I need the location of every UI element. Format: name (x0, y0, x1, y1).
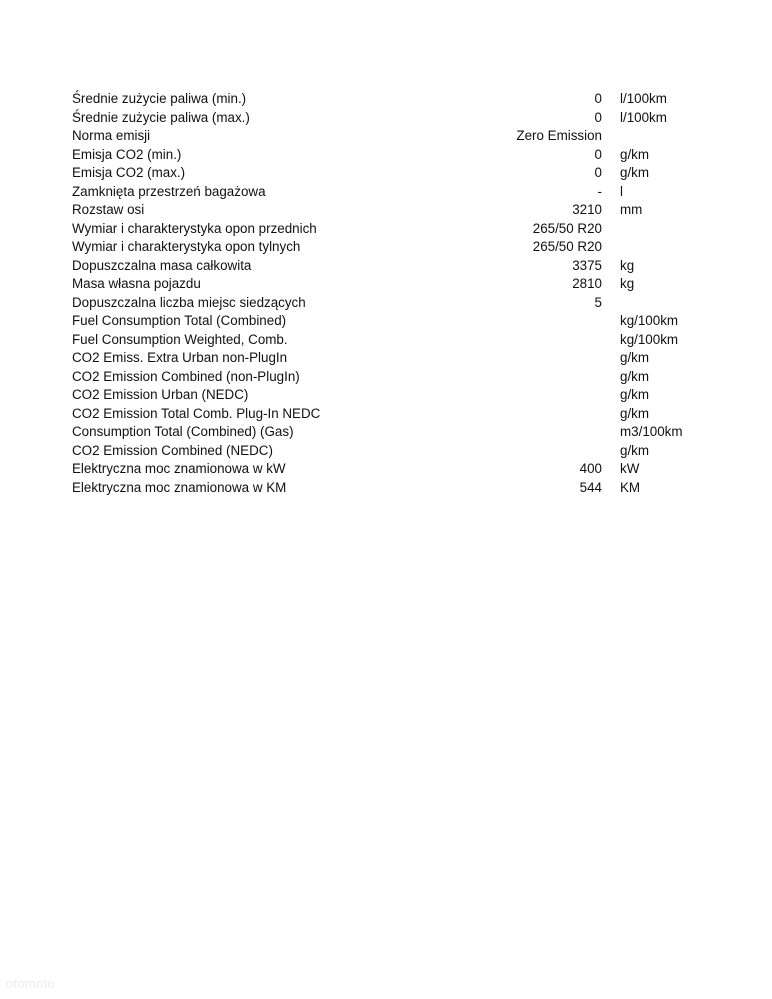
spec-label: CO2 Emission Total Comb. Plug-In NEDC (72, 405, 321, 421)
spec-row (72, 183, 712, 202)
spec-value: 0 (594, 109, 602, 125)
spec-unit: g/km (620, 368, 650, 384)
spec-label: Średnie zużycie paliwa (min.) (72, 91, 247, 106)
spec-row (72, 164, 712, 183)
spec-value: 3375 (572, 257, 602, 273)
spec-row (72, 275, 712, 294)
spec-unit: g/km (620, 405, 650, 421)
spec-label: Norma emisji (72, 128, 151, 143)
spec-label: Wymiar i charakterystyka opon przednich (72, 220, 317, 236)
spec-label: Fuel Consumption Weighted, Comb. (72, 331, 288, 347)
spec-unit: g/km (620, 442, 650, 458)
watermark-logo: otomoto (6, 976, 56, 991)
spec-value: 544 (579, 479, 602, 495)
spec-row (72, 423, 712, 442)
spec-label: CO2 Emission Combined (NEDC) (72, 442, 273, 458)
spec-value: 2810 (572, 276, 602, 291)
spec-label: CO2 Emiss. Extra Urban non-PlugIn (72, 350, 288, 365)
spec-unit: l/100km (620, 109, 667, 125)
spec-value: 0 (594, 146, 602, 162)
spec-row (72, 201, 712, 220)
spec-unit: m3/100km (620, 424, 683, 439)
spec-row (72, 331, 712, 350)
spec-row (72, 479, 712, 498)
spec-label: Fuel Consumption Total (Combined) (72, 313, 287, 328)
spec-unit: kg (620, 276, 635, 291)
spec-row (72, 146, 712, 165)
spec-label: Emisja CO2 (min.) (72, 146, 182, 162)
spec-value: Zero Emission (516, 128, 602, 143)
spec-row (72, 238, 712, 257)
spec-row (72, 442, 712, 461)
spec-row (72, 127, 712, 146)
spec-label: Consumption Total (Combined) (Gas) (72, 424, 294, 439)
spec-value: 265/50 R20 (532, 220, 602, 236)
spec-row (72, 109, 712, 128)
spec-value: - (597, 183, 602, 199)
spec-unit: g/km (620, 387, 650, 402)
spec-unit: l (620, 183, 623, 199)
spec-value: 265/50 R20 (532, 239, 602, 254)
spec-row (72, 460, 712, 479)
spec-unit: mm (620, 202, 643, 217)
spec-row (72, 405, 712, 424)
spec-row (72, 257, 712, 276)
spec-label: Elektryczna moc znamionowa w KM (72, 479, 287, 495)
spec-row (72, 90, 712, 109)
spec-label: Emisja CO2 (max.) (72, 165, 186, 180)
spec-row (72, 368, 712, 387)
spec-label: Dopuszczalna masa całkowita (72, 257, 252, 273)
spec-row (72, 349, 712, 368)
spec-label: Wymiar i charakterystyka opon tylnych (72, 239, 301, 254)
spec-row (72, 312, 712, 331)
spec-value: 0 (594, 165, 602, 180)
spec-table (72, 90, 712, 497)
spec-value: 3210 (572, 202, 602, 217)
spec-label: CO2 Emission Urban (NEDC) (72, 387, 249, 402)
spec-unit: g/km (620, 350, 650, 365)
spec-row (72, 220, 712, 239)
spec-unit: kg/100km (620, 313, 679, 328)
spec-label: Rozstaw osi (72, 202, 145, 217)
spec-unit: g/km (620, 146, 650, 162)
spec-label: Zamknięta przestrzeń bagażowa (72, 183, 266, 199)
spec-value: 5 (594, 294, 602, 310)
spec-unit: l/100km (620, 91, 667, 106)
spec-value: 0 (594, 91, 602, 106)
spec-unit: g/km (620, 165, 650, 180)
spec-unit: KM (620, 479, 641, 495)
spec-unit: kg (620, 257, 635, 273)
spec-label: Średnie zużycie paliwa (max.) (72, 109, 250, 125)
spec-unit: kg/100km (620, 331, 679, 347)
spec-unit: kW (620, 461, 640, 476)
spec-label: Dopuszczalna liczba miejsc siedzących (72, 294, 306, 310)
spec-row (72, 386, 712, 405)
spec-label: Masa własna pojazdu (72, 276, 201, 291)
spec-label: Elektryczna moc znamionowa w kW (72, 461, 286, 476)
spec-row (72, 294, 712, 313)
spec-value: 400 (579, 461, 602, 476)
spec-label: CO2 Emission Combined (non-PlugIn) (72, 368, 300, 384)
